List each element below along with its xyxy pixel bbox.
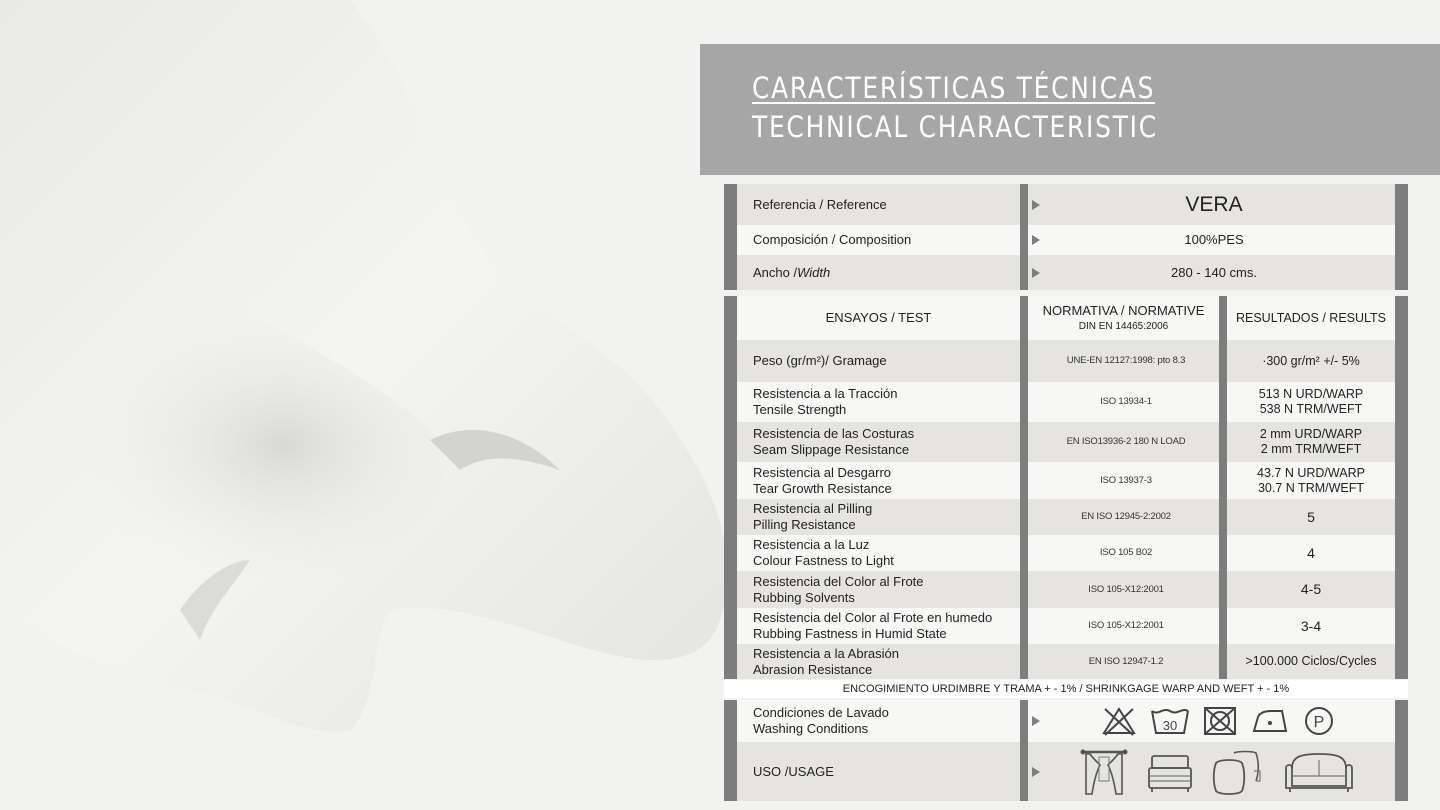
curtain-icon xyxy=(1080,747,1128,797)
care-icons xyxy=(1041,700,1395,742)
test-normative: EN ISO13936-2 180 N LOAD xyxy=(1066,436,1186,448)
col-test-header: ENSAYOS / TEST xyxy=(825,310,932,326)
care-block xyxy=(724,700,1408,801)
test-normative: EN ISO 12947-1.2 xyxy=(1088,655,1164,667)
tests-header-row xyxy=(737,296,1395,340)
test-row xyxy=(737,608,1395,644)
composition-label: Composición / Composition xyxy=(753,232,912,248)
test-normative: ISO 105-X12:2001 xyxy=(1088,620,1164,632)
test-normative: ISO 105 B02 xyxy=(1099,547,1153,559)
width-label: Ancho / Width xyxy=(753,264,831,280)
iron-low-icon xyxy=(1250,705,1290,737)
test-result: 4 xyxy=(1307,544,1315,561)
no-tumble-dry-icon xyxy=(1202,705,1238,737)
test-name: Peso (gr/m²)/ Gramage xyxy=(753,353,887,369)
width-value: 280 - 140 cms. xyxy=(1171,264,1257,280)
composition-row xyxy=(737,225,1395,255)
test-row xyxy=(737,499,1395,535)
usage-icons xyxy=(1041,742,1395,801)
test-name: Resistencia del Color al Frote Rubbing Solvents xyxy=(753,573,924,605)
reference-value: VERA xyxy=(1185,192,1243,216)
shrinkage-note: ENCOGIMIENTO URDIMBRE Y TRAMA + - 1% / SHRINKGAGE WARP AND WEFT + - 1% xyxy=(724,680,1408,698)
dry-clean-p-icon xyxy=(1302,705,1336,737)
tests-block xyxy=(724,296,1408,679)
no-bleach-icon xyxy=(1100,705,1138,737)
test-name: Resistencia a la Tracción Tensile Strength xyxy=(753,386,898,417)
usage-label: USO / USAGE xyxy=(753,763,834,779)
svg-text:P: P xyxy=(1313,714,1325,731)
test-name: Resistencia del Color al Frote en humedo Rubbing Fastness in Humid State xyxy=(753,610,993,641)
usage-row xyxy=(737,742,1395,801)
reference-label: Referencia / Reference xyxy=(753,196,887,212)
test-normative: ISO 13937-3 xyxy=(1100,474,1152,486)
test-name: Resistencia al Desgarro Tear Growth Resistance xyxy=(753,464,892,496)
test-row xyxy=(737,462,1395,499)
test-result: 2 mm URD/WARP 2 mm TRM/WEFT xyxy=(1259,427,1363,456)
col-result-header: RESULTADOS / RESULTS xyxy=(1235,310,1387,325)
reference-row xyxy=(737,184,1395,225)
test-normative: UNE-EN 12127:1998: pto 8.3 xyxy=(1066,355,1186,367)
wash-30-icon xyxy=(1150,705,1190,737)
test-row xyxy=(737,422,1395,462)
test-name: Resistencia de las Costuras Seam Slippage Resistance xyxy=(753,426,915,457)
title-spanish: CARACTERÍSTICAS TÉCNICAS xyxy=(752,71,1156,105)
sofa-icon xyxy=(1282,750,1356,794)
washing-row xyxy=(737,700,1395,742)
test-result: 43.7 N URD/WARP 30.7 N TRM/WEFT xyxy=(1257,465,1365,495)
test-row xyxy=(737,382,1395,422)
test-row xyxy=(737,340,1395,382)
bed-icon xyxy=(1146,750,1194,794)
composition-value: 100%PES xyxy=(1184,232,1244,248)
washing-label: Condiciones de Lavado Washing Conditions xyxy=(753,705,889,736)
test-result: 5 xyxy=(1307,508,1315,525)
test-normative: EN ISO 12945-2:2002 xyxy=(1081,511,1171,523)
test-result: 4-5 xyxy=(1300,581,1322,598)
test-name: Resistencia al Pilling Pilling Resistance xyxy=(753,501,873,532)
spec-sheet xyxy=(724,184,1408,801)
info-block xyxy=(724,184,1408,290)
col-norm-header: NORMATIVA / NORMATIVE DIN EN 14465:2006 xyxy=(1042,302,1205,333)
test-row xyxy=(737,535,1395,571)
width-row xyxy=(737,255,1395,290)
test-result: >100.000 Ciclos/Cycles xyxy=(1245,654,1377,668)
test-row xyxy=(737,571,1395,608)
test-name: Resistencia a la Abrasión Abrasion Resistance xyxy=(753,645,899,677)
section-header xyxy=(700,44,1440,175)
cushion-icon xyxy=(1212,749,1264,795)
test-row xyxy=(737,644,1395,679)
test-result: ·300 gr/m² +/- 5% xyxy=(1262,353,1360,368)
test-name: Resistencia a la Luz Colour Fastness to Light xyxy=(753,537,894,568)
test-result: 3-4 xyxy=(1300,617,1322,634)
test-result: 513 N URD/WARP 538 N TRM/WEFT xyxy=(1258,387,1364,416)
title-english: TECHNICAL CHARACTERISTIC xyxy=(752,110,1158,144)
svg-text:30: 30 xyxy=(1162,718,1178,733)
test-normative: ISO 13934-1 xyxy=(1100,396,1152,408)
test-normative: ISO 105-X12:2001 xyxy=(1088,583,1164,595)
